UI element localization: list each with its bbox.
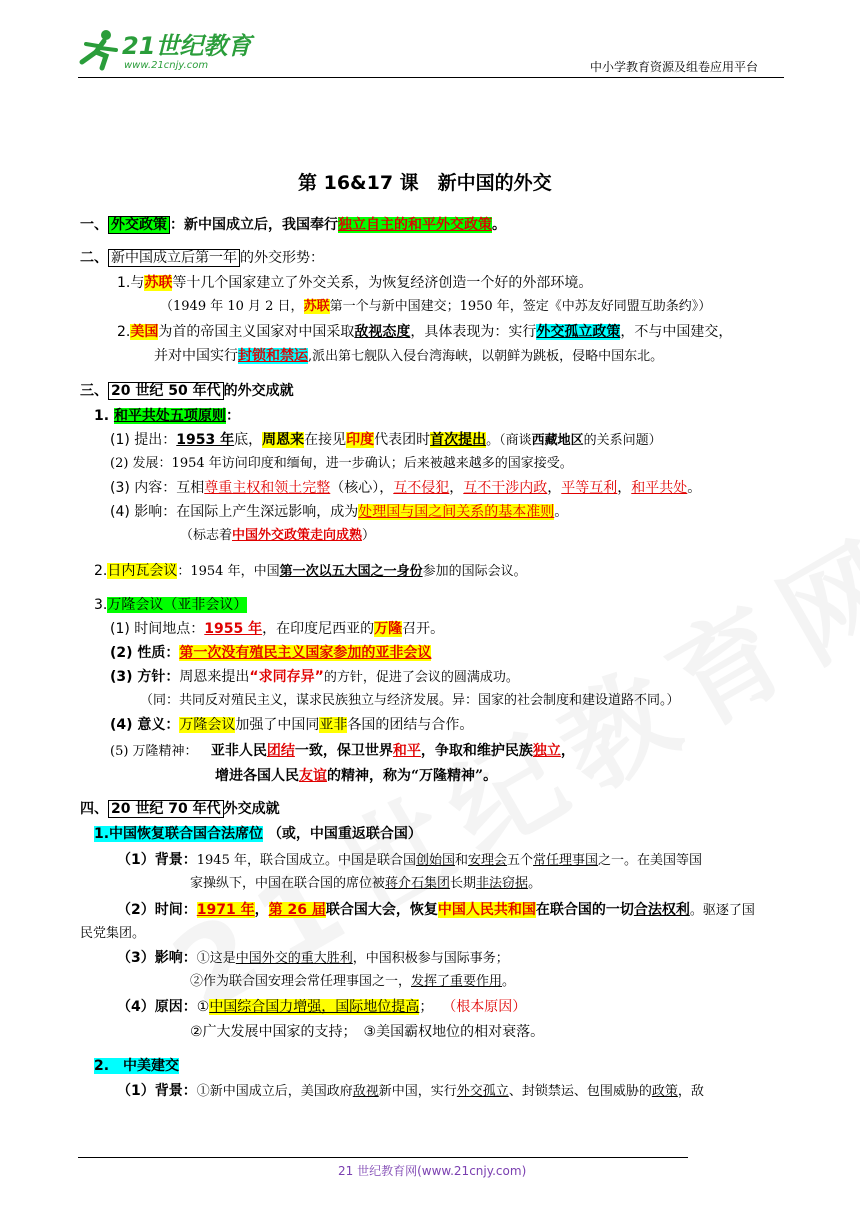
s2-item-2-cont: 并对中国实行封锁和禁运,派出第七舰队入侵台湾海峡，以朝鲜为跳板，侵略中国东北。 <box>154 348 664 364</box>
section-1-label: 外交政策 <box>108 216 170 234</box>
s4-c1-cont: 家操纵下，中国在联合国的席位被蒋介石集团长期非法窃据。 <box>190 876 542 891</box>
s3-a4: (4) 影响：在国际上产生深远影响，成为处理国与国之间关系的基本准则。 <box>110 504 569 520</box>
peace-policy: 独立自主的和平外交政策 <box>338 217 492 233</box>
s2-item-1: 1.与苏联等十几个国家建立了外交关系，为恢复经济创造一个好的外部环境。 <box>117 275 593 291</box>
section-4-heading: 四、 20 世纪 70 年代 外交成就 <box>80 801 280 817</box>
s4-d1: （1）背景：①新中国成立后，美国政府敌视新中国，实行外交孤立、封锁禁运、包围威胁的政策，敌 <box>117 1083 704 1099</box>
s4-c4: （4）原因：①中国综合国力增强，国际地位提高； （根本原因） <box>117 999 527 1015</box>
section-2-heading: 二、 新中国成立后第一年 的外交形势： <box>80 250 324 266</box>
section-3-heading: 三、 20 世纪 50 年代 的外交成就 <box>80 383 294 399</box>
s3-b1: (1) 时间地点：1955 年，在印度尼西亚的万隆召开。 <box>110 621 445 637</box>
header-divider <box>78 77 784 78</box>
s4-p1: 1.中国恢复联合国合法席位 （或，中国重返联合国） <box>94 826 422 842</box>
s3-b5: (5) 万隆精神： 亚非人民团结一致，保卫世界和平，争取和维护民族独立， <box>110 743 575 759</box>
s3-p3: 3.万隆会议（亚非会议） <box>94 597 248 613</box>
logo-text: 21世纪教育 <box>122 32 252 60</box>
footer-text: 21 世纪教育网(www.21cnjy.com) <box>338 1164 527 1178</box>
s3-p1: 1. 和平共处五项原则： <box>94 408 240 424</box>
page-title: 第 16&17 课 新中国的外交 <box>298 172 552 194</box>
s3-b4: (4) 意义：万隆会议加强了中国同亚非各国的团结与合作。 <box>110 717 474 733</box>
s4-c4-cont: ②广大发展中国家的支持； ③美国霸权地位的相对衰落。 <box>190 1024 545 1040</box>
s2-item-1-note: （1949 年 10 月 2 日，苏联第一个与新中国建交；1950 年，签定《中苏友好同盟互助条约》） <box>160 299 712 314</box>
s3-b5-cont: 增进各国人民友谊的精神，称为“万隆精神”。 <box>215 768 498 784</box>
s4-c2: （2）时间：1971 年，第 26 届联合国大会，恢复中国人民共和国在联合国的一切合法权利。驱逐了国 <box>117 902 755 918</box>
s2-item-2: 2.美国为首的帝国主义国家对中国采取敌视态度，具体表现为：实行外交孤立政策，不与中国建交， <box>117 324 733 340</box>
s3-a4-note: （标志着中国外交政策走向成熟） <box>180 528 376 543</box>
s3-p2: 2.日内瓦会议：1954 年，中国第一次以五大国之一身份参加的国际会议。 <box>94 563 527 579</box>
logo-url: www.21cnjy.com <box>124 60 209 71</box>
section-1: 一、 外交政策 ：新中国成立后，我国奉行独立自主的和平外交政策。 <box>80 217 506 233</box>
runner-logo-icon <box>76 28 126 72</box>
s3-b3: (3) 方针：周恩来提出“求同存异”的方针，促进了会议的圆满成功。 <box>110 669 519 685</box>
header-right-text: 中小学教育资源及组卷应用平台 <box>590 60 759 74</box>
s3-a3: (3) 内容：互相尊重主权和领土完整（核心），互不侵犯，互不干涉内政，平等互利，和平共处。 <box>110 480 702 496</box>
s4-c3: （3）影响：①这是中国外交的重大胜利，中国积极参与国际事务； <box>117 950 509 966</box>
s3-b2: (2) 性质：第一次没有殖民主义国家参加的亚非会议 <box>110 645 432 661</box>
s3-a1: (1) 提出：1953 年底，周恩来在接见印度代表团时首次提出。（商谈西藏地区的关系问题） <box>110 432 662 448</box>
s3-b3-note: （同：共同反对殖民主义，谋求民族独立与经济发展。异：国家的社会制度和建设道路不同。） <box>140 693 680 708</box>
s4-c3-cont: ②作为联合国安理会常任理事国之一，发挥了重要作用。 <box>190 974 516 989</box>
s4-c2-cont: 民党集团。 <box>80 926 146 941</box>
s3-a2: (2) 发展：1954 年访问印度和缅甸，进一步确认；后来被越来越多的国家接受。 <box>110 456 573 471</box>
footer-divider <box>78 1157 688 1158</box>
s4-c1: （1）背景：1945 年，联合国成立。中国是联合国创始国和安理会五个常任理事国之一。在美国等国 <box>117 852 703 868</box>
s4-p2: 2. 中美建交 <box>94 1058 180 1074</box>
